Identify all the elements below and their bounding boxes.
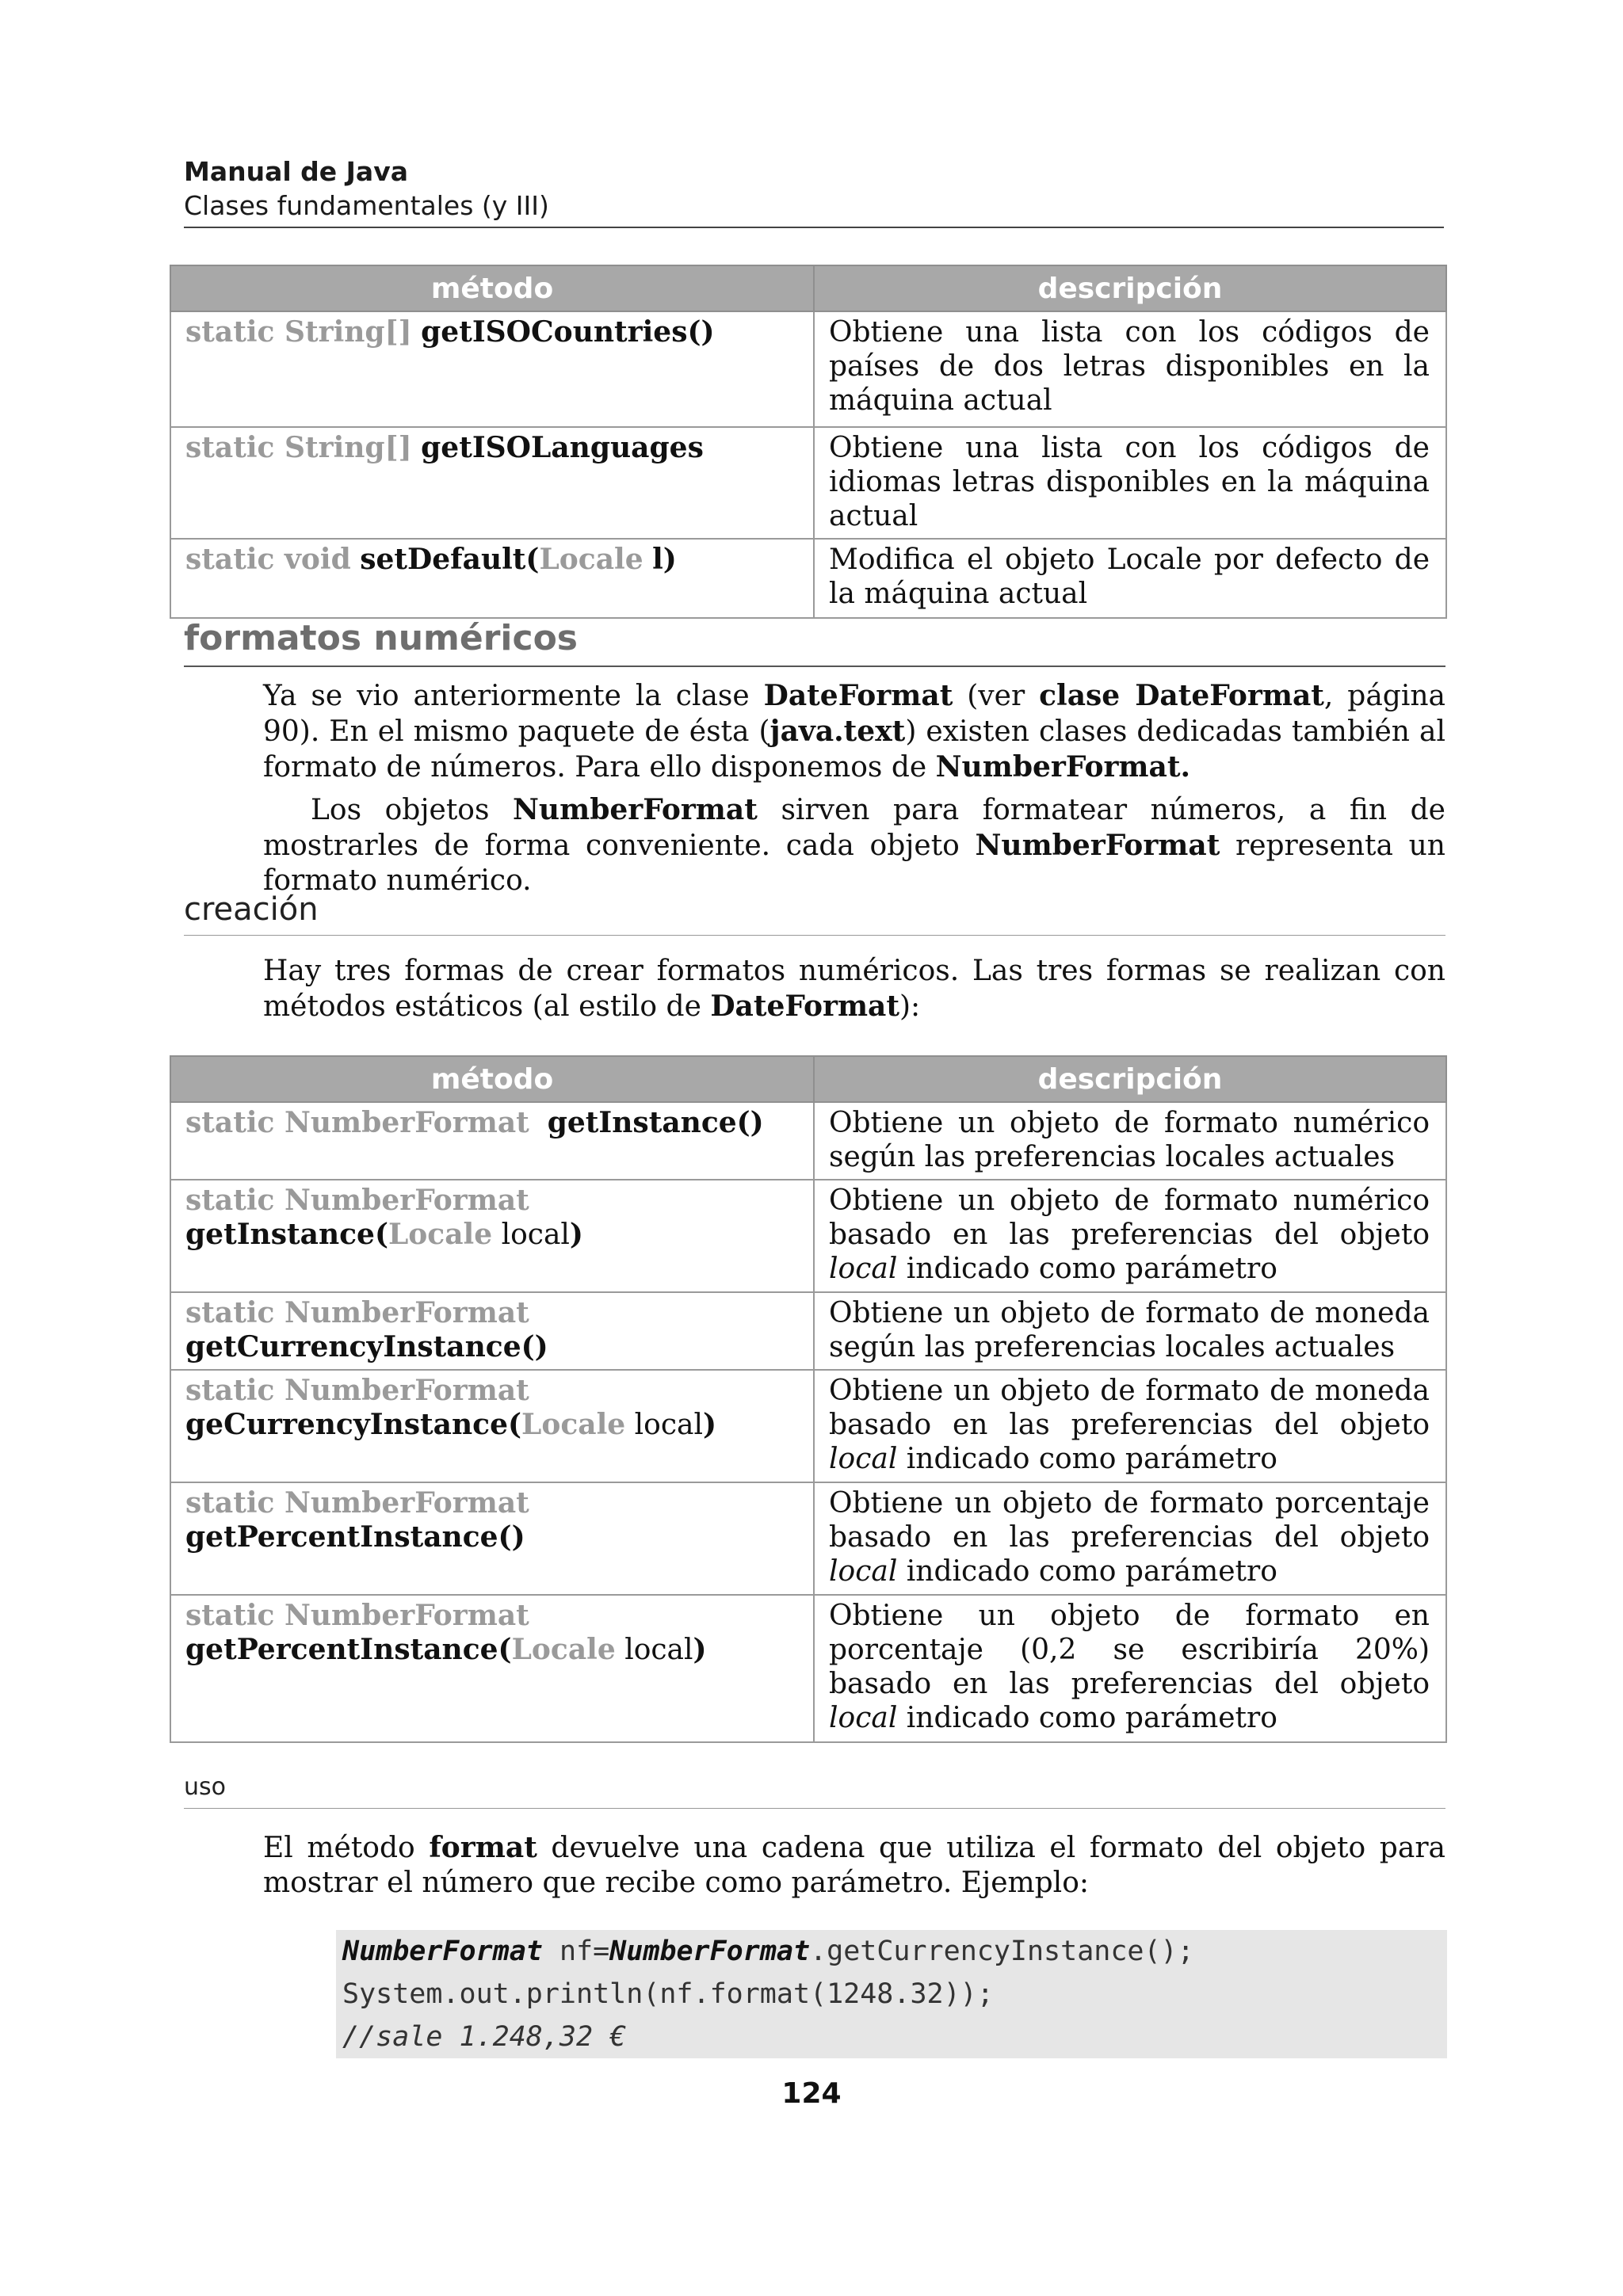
method-name: getInstance() bbox=[547, 1106, 764, 1139]
column-header-method: método bbox=[170, 265, 814, 311]
code-line: NumberFormat nf=NumberFormat.getCurrencyInstance(); bbox=[342, 1936, 1194, 1967]
method-cell bbox=[170, 539, 814, 618]
param-type: Locale bbox=[388, 1218, 493, 1251]
paragraph-uso: El método format devuelve una cadena que utiliza el formato del objeto para mostrar el número que recibe como parámetro. Ejemplo: bbox=[263, 1831, 1445, 1899]
section-title: formatos numéricos bbox=[184, 618, 578, 658]
page-number: 124 bbox=[781, 2077, 842, 2110]
param-name: local bbox=[624, 1634, 693, 1666]
method-name: setDefault( bbox=[360, 543, 540, 576]
method-modifier: static NumberFormat bbox=[185, 1184, 529, 1217]
code-line: System.out.println(nf.format(1248.32)); bbox=[342, 1978, 994, 2010]
method-modifier: static String[] bbox=[185, 431, 412, 464]
method-cell bbox=[170, 1595, 814, 1742]
method-name: getISOLanguages bbox=[421, 431, 704, 464]
code-comment: //sale 1.248,32 € bbox=[342, 2021, 627, 2053]
close-paren: ) bbox=[693, 1633, 707, 1666]
close-paren: ) bbox=[702, 1408, 717, 1441]
table-row bbox=[170, 427, 1446, 539]
description-cell: Obtiene un objeto de formato porcentaje basado en las preferencias del objeto local indicado como parámetro bbox=[814, 1482, 1446, 1595]
section-heading-formatos bbox=[184, 616, 1445, 667]
description-cell: Modifica el objeto Locale por defecto de la máquina actual bbox=[814, 539, 1446, 618]
method-name: getISOCountries() bbox=[421, 315, 715, 349]
description-cell: Obtiene un objeto de formato de moneda según las preferencias locales actuales bbox=[814, 1292, 1446, 1370]
param-name: local bbox=[501, 1219, 570, 1251]
paragraph-numberformat: Los objetos NumberFormat sirven para formatear números, a fin de mostrarles de forma conveniente. cada objeto NumberFormat representa un formato numérico. bbox=[263, 793, 1445, 897]
section-rule bbox=[184, 935, 1445, 936]
table-row bbox=[170, 1102, 1446, 1180]
method-modifier: static NumberFormat bbox=[185, 1486, 529, 1520]
method-modifier: static String[] bbox=[185, 315, 412, 349]
section-title: uso bbox=[184, 1773, 226, 1801]
column-header-method: método bbox=[170, 1056, 814, 1102]
description-cell: Obtiene una lista con los códigos de países de dos letras disponibles en la máquina actual bbox=[814, 311, 1446, 427]
description-cell: Obtiene un objeto de formato en porcentaje (0,2 se escribiría 20%) basado en las preferencias del objeto local indicado como parámetro bbox=[814, 1595, 1446, 1742]
method-cell bbox=[170, 427, 814, 539]
column-header-description: descripción bbox=[814, 1056, 1446, 1102]
method-cell bbox=[170, 1482, 814, 1595]
description-cell: Obtiene un objeto de formato numérico basado en las preferencias del objeto local indicado como parámetro bbox=[814, 1180, 1446, 1292]
method-modifier: static NumberFormat bbox=[185, 1296, 529, 1329]
method-name: getCurrencyInstance() bbox=[185, 1330, 548, 1363]
table-row bbox=[170, 1595, 1446, 1742]
code-example bbox=[336, 1930, 1447, 2058]
param-type: Locale bbox=[511, 1633, 616, 1666]
methods-table-locale bbox=[170, 265, 1447, 619]
method-modifier: static NumberFormat bbox=[185, 1599, 529, 1632]
method-name: getPercentInstance( bbox=[185, 1633, 512, 1666]
param-type: Locale bbox=[521, 1408, 626, 1441]
section-heading-creacion bbox=[184, 889, 1445, 936]
table-row bbox=[170, 1370, 1446, 1482]
section-title: creación bbox=[184, 891, 319, 928]
methods-table-numberformat bbox=[170, 1055, 1447, 1743]
method-name: getPercentInstance() bbox=[185, 1520, 525, 1554]
param-type: Locale bbox=[539, 543, 643, 576]
table-row bbox=[170, 1292, 1446, 1370]
method-name: getInstance( bbox=[185, 1218, 388, 1251]
page-header bbox=[184, 155, 1444, 228]
section-rule bbox=[184, 666, 1445, 667]
param-name: l bbox=[652, 543, 663, 576]
description-cell: Obtiene una lista con los códigos de idiomas letras disponibles en la máquina actual bbox=[814, 427, 1446, 539]
method-cell bbox=[170, 311, 814, 427]
description-cell: Obtiene un objeto de formato de moneda basado en las preferencias del objeto local indicado como parámetro bbox=[814, 1370, 1446, 1482]
header-rule bbox=[184, 227, 1444, 228]
paragraph-creacion: Hay tres formas de crear formatos numéricos. Las tres formas se realizan con métodos estáticos (al estilo de DateFormat): bbox=[263, 955, 1445, 1023]
method-cell bbox=[170, 1180, 814, 1292]
table-row bbox=[170, 1482, 1446, 1595]
method-modifier: static NumberFormat bbox=[185, 1106, 529, 1139]
table-row bbox=[170, 311, 1446, 427]
method-modifier: static NumberFormat bbox=[185, 1374, 529, 1407]
close-paren: ) bbox=[569, 1218, 583, 1251]
section-rule bbox=[184, 1808, 1445, 1809]
section-heading-uso bbox=[184, 1772, 1445, 1809]
method-cell bbox=[170, 1102, 814, 1180]
method-modifier: static void bbox=[185, 543, 351, 576]
method-name: geCurrencyInstance( bbox=[185, 1408, 522, 1441]
method-cell bbox=[170, 1370, 814, 1482]
method-cell bbox=[170, 1292, 814, 1370]
paragraph-intro: Ya se vio anteriormente la clase DateFormat (ver clase DateFormat, página 90). En el mismo paquete de ésta (java.text) existen clases dedicadas también al formato de números. Para ello disponemos de NumberFormat. bbox=[263, 679, 1445, 784]
close-paren: ) bbox=[663, 543, 677, 576]
table-row bbox=[170, 539, 1446, 618]
description-cell: Obtiene un objeto de formato numérico según las preferencias locales actuales bbox=[814, 1102, 1446, 1180]
chapter-title: Clases fundamentales (y III) bbox=[184, 190, 549, 221]
param-name: local bbox=[634, 1409, 703, 1441]
table-row bbox=[170, 1180, 1446, 1292]
column-header-description: descripción bbox=[814, 265, 1446, 311]
book-title: Manual de Java bbox=[184, 156, 408, 187]
